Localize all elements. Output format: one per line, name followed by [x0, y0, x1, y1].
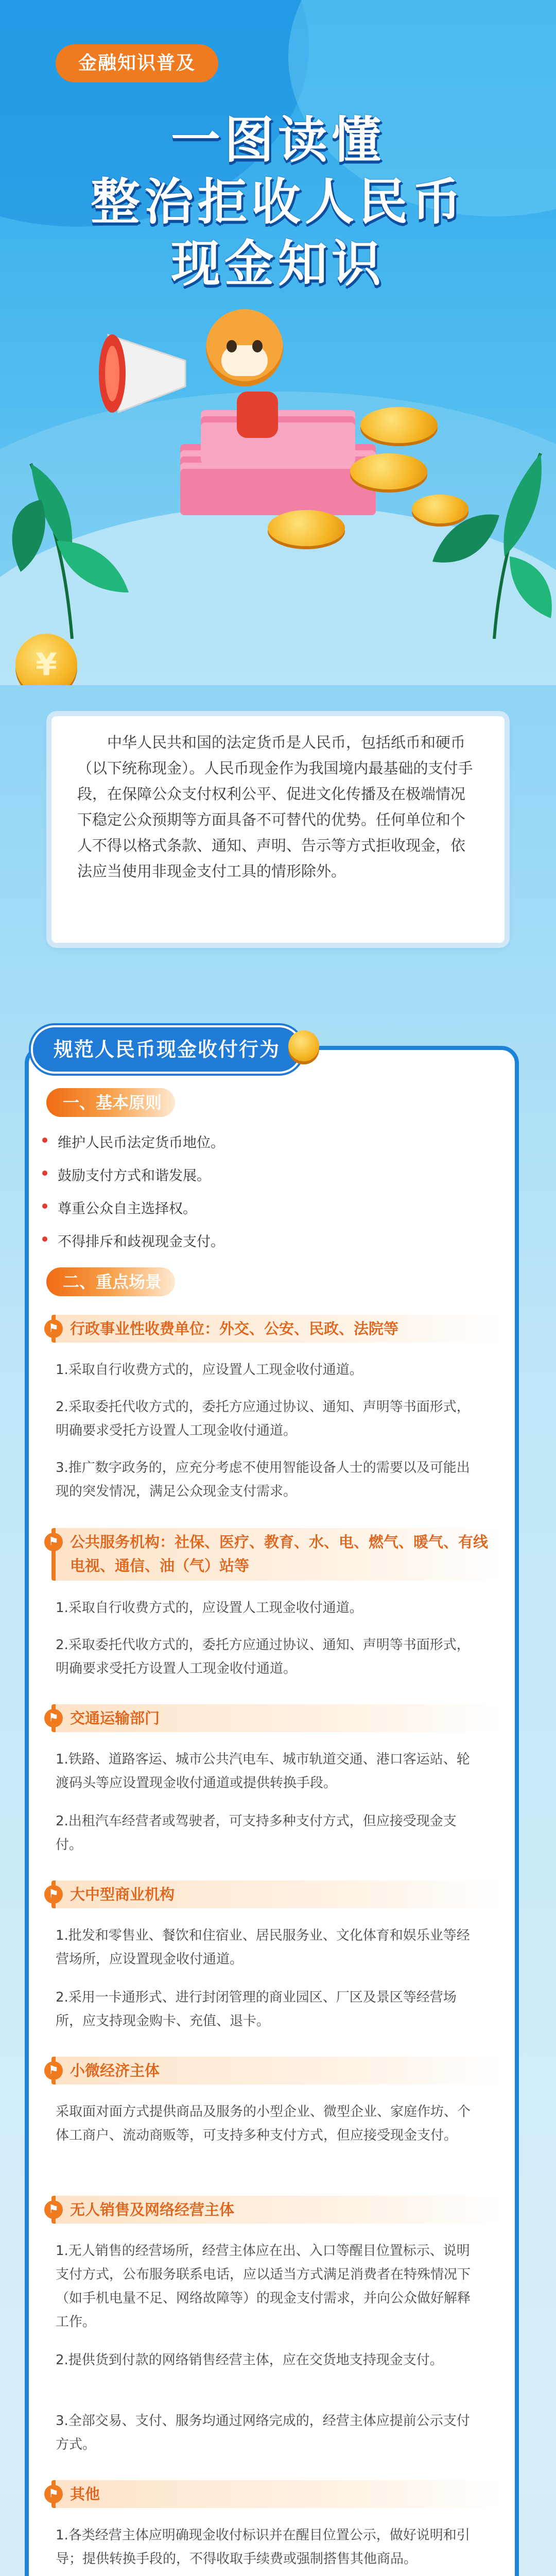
coin-decoration: [412, 495, 468, 523]
coin-decoration: [268, 510, 345, 546]
scene-paragraph: 1.各类经营主体应明确现金收付标识并在醒目位置公示，做好说明和引导；提供转换手段的，不得收取手续费或强制搭售其他商品。: [56, 2528, 470, 2567]
palm-leaf-left: [10, 422, 144, 639]
bullet-dot: [42, 1171, 47, 1176]
key-scenes-heading: 二、重点场景: [46, 1267, 175, 1296]
coin-decoration: [360, 407, 438, 443]
scene-title-transport: ⚑ 交通运输部门: [51, 1704, 502, 1732]
coin-decoration: ¥: [15, 634, 77, 685]
flag-icon: ⚑: [44, 2485, 63, 2503]
mascot-figure: [185, 309, 299, 443]
hero-tag: 金融知识普及: [56, 44, 218, 82]
scene-paragraph: 1.铁路、道路客运、城市公共汽电车、城市轨道交通、港口客运站、轮渡码头等应设置现金收付通道或提供转换手段。: [56, 1752, 470, 1791]
bullet-dot: [42, 1204, 47, 1209]
flag-icon: ⚑: [44, 1885, 63, 1904]
bullet-dot: [42, 1236, 47, 1242]
flag-icon: ⚑: [44, 1319, 63, 1338]
scene-title-small-business: ⚑ 小微经济主体: [51, 2057, 502, 2084]
flag-icon: ⚑: [44, 2061, 63, 2080]
coin-decoration: [350, 453, 427, 489]
scene-title-other: ⚑ 其他: [51, 2480, 502, 2508]
hero-title-line-3: 现金知识: [171, 234, 385, 293]
scene-paragraph: 采取面对面方式提供商品及服务的小型企业、微型企业、家庭作坊、个体工商户、流动商贩等，可支持多种支付方式，但应接受现金支付。: [56, 2104, 471, 2143]
megaphone-icon: [88, 330, 190, 417]
scene-paragraph: 1.采取自行收费方式的，应设置人工现金收付通道。: [56, 1600, 363, 1616]
scene-title-commerce: ⚑ 大中型商业机构: [51, 1880, 502, 1908]
flag-icon: ⚑: [44, 1533, 63, 1551]
coin-decoration: [288, 1030, 319, 1061]
scene-paragraph: 2.采取委托代收方式的，委托方应通过协议、通知、声明等书面形式，明确要求受托方设置人工现金收付通道。: [56, 1399, 470, 1438]
flag-icon: ⚑: [44, 1709, 63, 1727]
section-1-title: 规范人民币现金收付行为: [31, 1025, 303, 1074]
scene-title-public-service: ⚑ 公共服务机构：社保、医疗、教育、水、电、燃气、暖气、有线电视、通信、油（气）站等: [51, 1528, 502, 1581]
scene-paragraph: 2.采用一卡通形式、进行封闭管理的商业园区、厂区及景区等经营场所，应支持现金购卡、充值、退卡。: [56, 1990, 457, 2029]
hero-banner: [0, 0, 556, 685]
scene-paragraph: 3.推广数字政务的，应充分考虑不使用智能设备人士的需要以及可能出现的突发情况，满足公众现金支付需求。: [56, 1460, 470, 1499]
scene-paragraph: 2.出租汽车经营者或驾驶者，可支持多种支付方式，但应接受现金支付。: [56, 1814, 457, 1853]
intro-text: 中华人民共和国的法定货币是人民币，包括纸币和硬币（以下统称现金）。人民币现金作为我国境内最基础的支付手段，在保障公众支付权利公平、促进文化传播及在极端情况下稳定公众预期等方面具备不可替代的优势。任何单位和个人不得以格式条款、通知、声明、告示等方式拒收现金，依法应当使用非现金支付工具的情形除外。: [77, 734, 473, 880]
hero-title-line-1: 一图读懂: [171, 111, 385, 169]
scene-paragraph: 2.采取委托代收方式的，委托方应通过协议、通知、声明等书面形式，明确要求受托方设置人工现金收付通道。: [56, 1637, 470, 1676]
scene-paragraph: 2.提供货到付款的网络销售经营主体，应在交货地支持现金支付。: [56, 2352, 443, 2368]
principle-item: 尊重公众自主选择权。: [58, 1197, 197, 1217]
principle-item: 不得排斥和歧视现金支付。: [58, 1230, 224, 1250]
scene-paragraph: 3.全部交易、支付、服务均通过网络完成的，经营主体应提前公示支付方式。: [56, 2413, 470, 2452]
flag-icon: ⚑: [44, 2200, 63, 2219]
principle-item: 维护人民币法定货币地位。: [58, 1131, 224, 1151]
scene-title-unmanned-online: ⚑ 无人销售及网络经营主体: [51, 2196, 502, 2224]
scene-paragraph: 1.无人销售的经营场所，经营主体应在出、入口等醒目位置标示、说明支付方式，公布服务联系电话，应以适当方式满足消费者在特殊情况下（如手机电量不足、网络故障等）的现金支付需求，并向公众做好解释工作。: [56, 2243, 471, 2330]
basic-principles-heading: 一、基本原则: [46, 1088, 175, 1117]
scene-title-admin: ⚑ 行政事业性收费单位：外交、公安、民政、法院等: [51, 1315, 502, 1343]
scene-paragraph: 1.批发和零售业、餐饮和住宿业、居民服务业、文化体育和娱乐业等经营场所，应设置现金收付通道。: [56, 1928, 470, 1967]
bullet-dot: [42, 1138, 47, 1143]
scene-paragraph: 1.采取自行收费方式的，应设置人工现金收付通道。: [56, 1362, 363, 1378]
principle-item: 鼓励支付方式和谐发展。: [58, 1164, 211, 1184]
hero-title-line-2: 整治拒收人民币: [91, 173, 465, 231]
